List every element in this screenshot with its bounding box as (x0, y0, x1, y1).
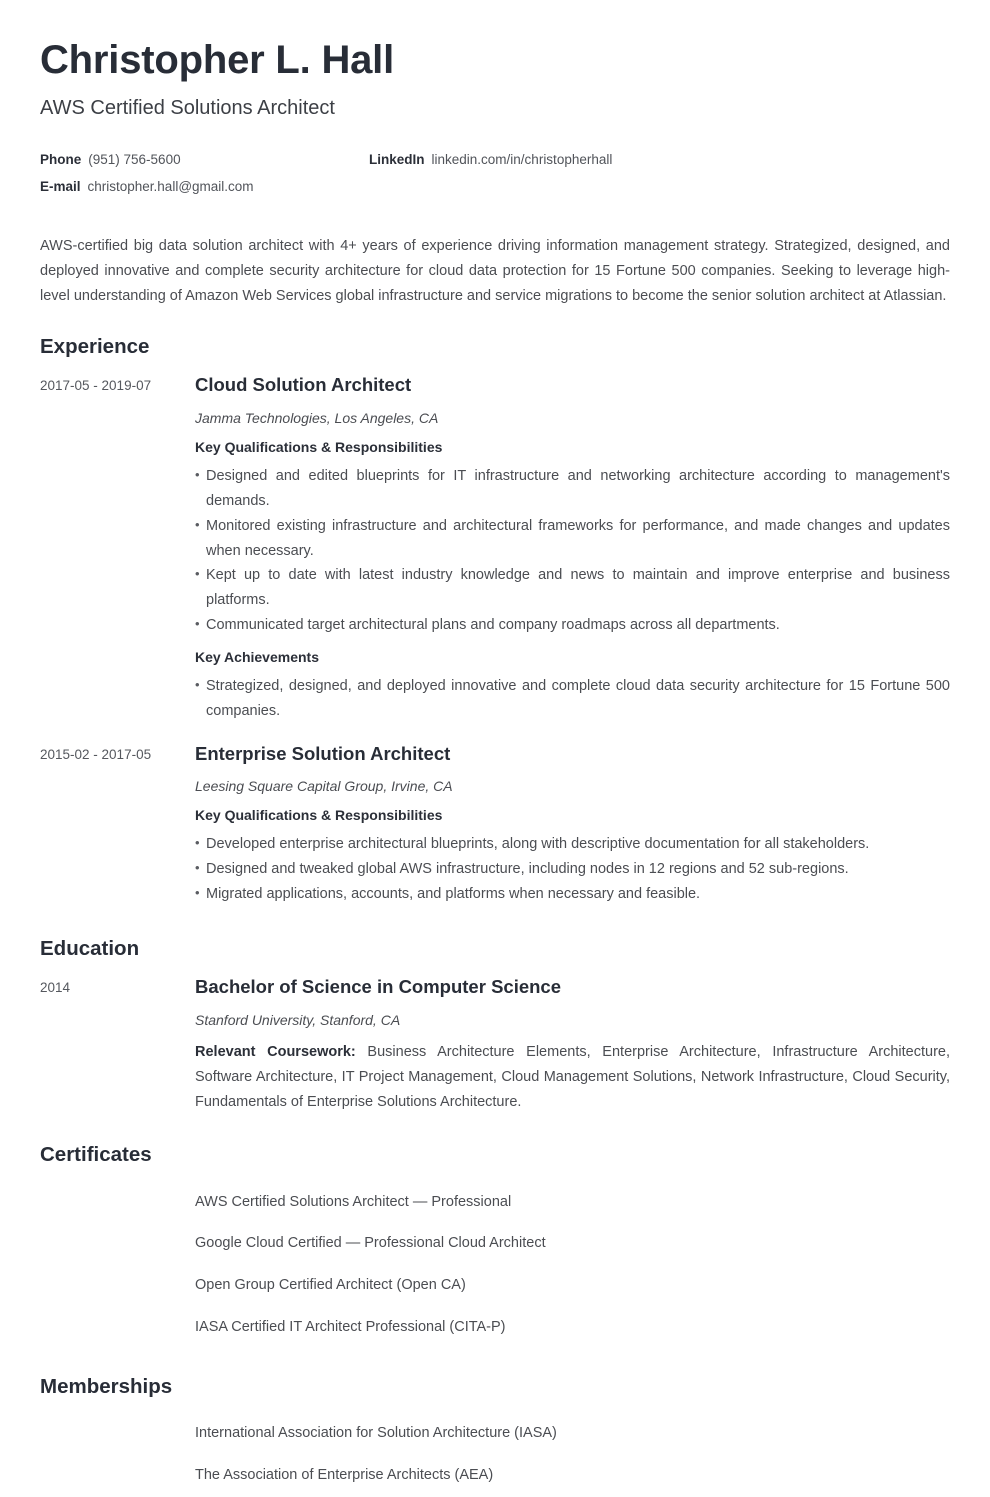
contact-row (40, 179, 950, 194)
experience-entry (40, 373, 950, 723)
section-title-experience: Experience (40, 334, 150, 358)
contact-value-linkedin[interactable]: linkedin.com/in/christopherhall (431, 152, 613, 167)
membership-name: International Association for Solution Architecture (IASA) (195, 1425, 557, 1442)
contact-row (40, 152, 950, 167)
candidate-name: Christopher L. Hall (40, 38, 395, 82)
resume-header (40, 0, 950, 120)
membership-name: The Association of Enterprise Architects (AEA) (195, 1466, 494, 1483)
qualifications-list (195, 464, 950, 639)
certificate-name: IASA Certified IT Architect Professional (CITA-P) (195, 1318, 506, 1335)
list-item: • Kept up to date with latest industry knowledge and news to maintain and improve enterprise and business platforms. (195, 563, 950, 613)
section-education (40, 937, 950, 1115)
entry-date: 2017-05 - 2019-07 (40, 378, 152, 394)
coursework-text: Business Architecture Elements, Enterprise Architecture, Infrastructure Architecture, Software Architecture, IT Project Management, Cloud Management Solutions, Network Infrastructure, Cloud Security, Fundamentals of Enterprise Solutions Architecture. (195, 1044, 950, 1111)
entry-body (195, 975, 950, 1115)
list-item: • Designed and edited blueprints for IT infrastructure and networking architecture according to management's demands. (195, 464, 950, 514)
list-item: • Migrated applications, accounts, and platforms when necessary and feasible. (195, 882, 950, 907)
contact-linkedin (369, 152, 612, 167)
list-item (40, 1455, 950, 1497)
contact-label-linkedin: LinkedIn (369, 152, 425, 167)
coursework-label: Relevant Coursework: (195, 1044, 356, 1061)
entry-organization: Stanford University, Stanford, CA (195, 1011, 401, 1028)
entry-body (195, 373, 950, 723)
education-entry (40, 975, 950, 1115)
list-item: • Communicated target architectural plans and company roadmaps across all departments. (195, 613, 950, 638)
entry-title: Bachelor of Science in Computer Science (195, 976, 561, 998)
section-memberships (40, 1375, 950, 1497)
list-item: • Designed and tweaked global AWS infrastructure, including nodes in 12 regions and 52 sub-regions. (195, 857, 950, 882)
list-item: • Strategized, designed, and deployed innovative and complete cloud data security architecture for 15 Fortune 500 companies. (195, 674, 950, 724)
section-title-certificates: Certificates (40, 1143, 152, 1166)
relevant-coursework (195, 1040, 950, 1115)
contact-label-email: E-mail (40, 179, 81, 194)
section-title-memberships: Memberships (40, 1374, 173, 1398)
entry-title: Cloud Solution Architect (195, 374, 412, 396)
list-item (40, 1265, 950, 1307)
list-item (40, 1223, 950, 1265)
experience-entry (40, 742, 950, 907)
entry-organization: Jamma Technologies, Los Angeles, CA (195, 409, 439, 426)
contact-value-phone[interactable]: (951) 756-5600 (88, 152, 181, 167)
list-item (40, 1307, 950, 1349)
contact-email (40, 179, 369, 194)
achievements-list (195, 674, 950, 724)
certificate-name: Google Cloud Certified — Professional Cloud Architect (195, 1235, 546, 1252)
list-item (40, 1413, 950, 1455)
list-item (40, 1182, 950, 1224)
memberships-list (40, 1413, 950, 1497)
contact-label-phone: Phone (40, 152, 82, 167)
contact-phone (40, 152, 369, 167)
entry-subhead-qualifications: Key Qualifications & Responsibilities (195, 807, 443, 824)
entry-date: 2014 (40, 980, 71, 996)
certificate-name: AWS Certified Solutions Architect — Professional (195, 1193, 512, 1210)
list-item: • Developed enterprise architectural blueprints, along with descriptive documentation for all stakeholders. (195, 832, 950, 857)
entry-date: 2015-02 - 2017-05 (40, 746, 152, 762)
professional-summary: AWS-certified big data solution architect with 4+ years of experience driving information management strategy. Strategized, designed, and deployed innovative and complete security architecture for cloud data protection for 15 Fortune 500 companies. Seeking to leverage high-level understanding of Amazon Web Services global infrastructure and service migrations to become the senior solution architect at Atlassian. (40, 238, 950, 304)
qualifications-list (195, 832, 950, 907)
entry-title: Enterprise Solution Architect (195, 742, 451, 764)
certificates-list (40, 1182, 950, 1349)
contact-value-email[interactable]: christopher.hall@gmail.com (87, 179, 254, 194)
entry-organization: Leesing Square Capital Group, Irvine, CA (195, 777, 453, 794)
entry-subhead-qualifications: Key Qualifications & Responsibilities (195, 439, 443, 456)
certificate-name: Open Group Certified Architect (Open CA) (195, 1277, 466, 1294)
section-experience (40, 335, 950, 907)
section-title-education: Education (40, 936, 140, 960)
entry-subhead-achievements: Key Achievements (195, 649, 319, 666)
contact-block (40, 152, 950, 194)
section-certificates (40, 1143, 950, 1349)
candidate-job-title: AWS Certified Solutions Architect (40, 97, 335, 119)
list-item: • Monitored existing infrastructure and architectural frameworks for performance, and made changes and updates when necessary. (195, 514, 950, 564)
entry-body (195, 742, 950, 907)
